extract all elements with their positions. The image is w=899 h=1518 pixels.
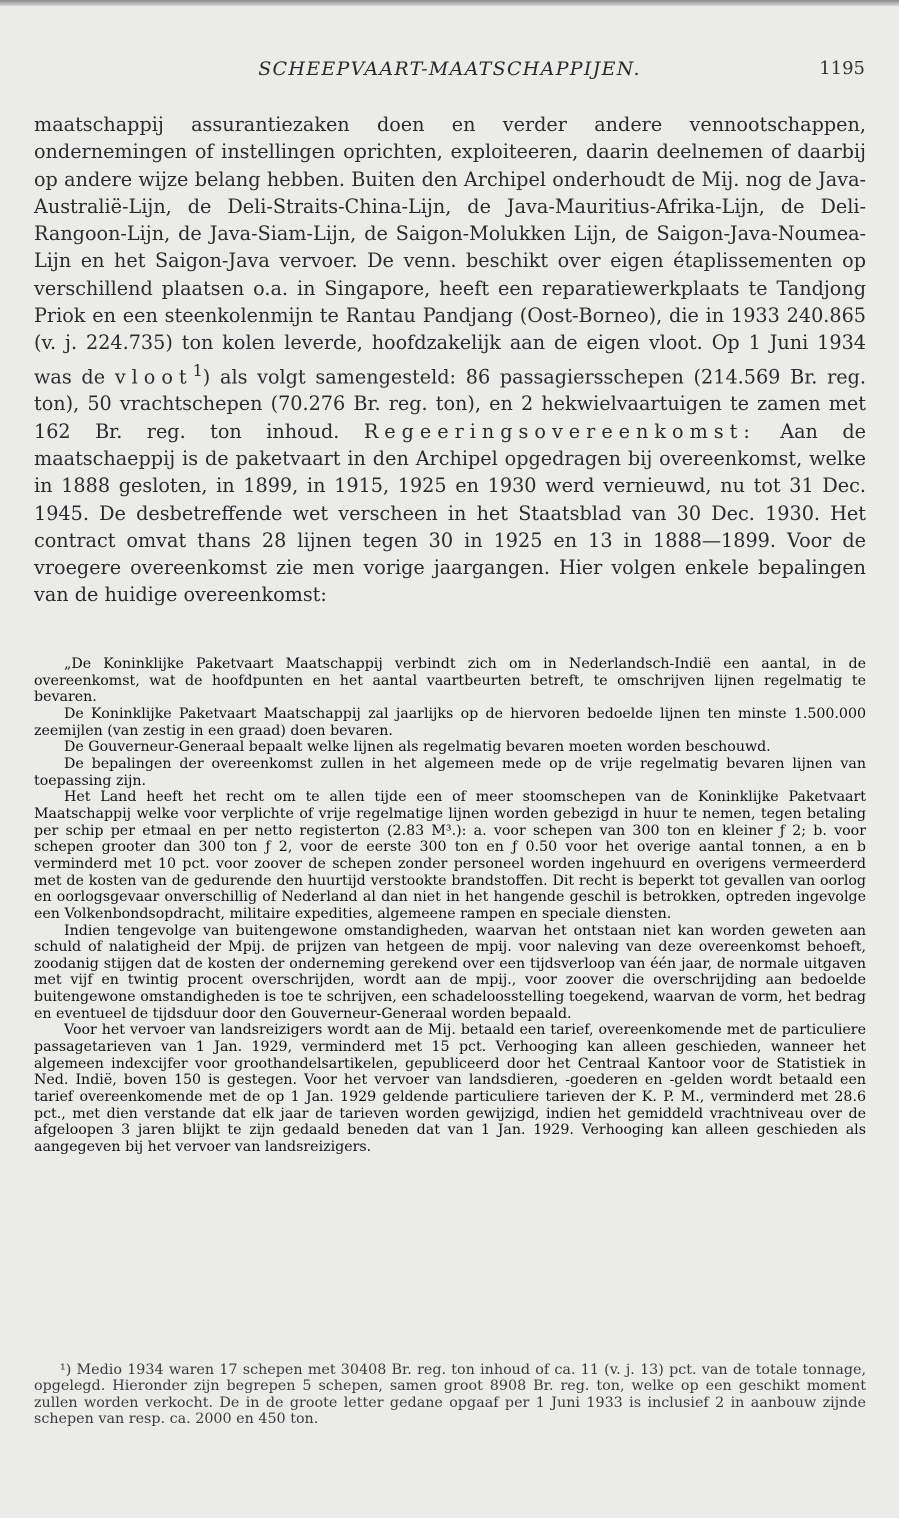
spaced-word-regeeringsovereenkomst: Regeeringsovereenkomst: [363,419,756,443]
body-paragraph [34,111,866,609]
body-text-part-1: maatschappij assurantiezaken doen en verder andere vennootschappen, ondernemingen of instellingen oprichten, exploiteeren, daarin deelnemen of daarbij op andere wijze belang hebben. Buiten den Archipel onderhoudt de Mij. nog de Java-Australië-Lijn, de Deli-Straits-China-Lijn, de Java-Mauritius-Afrika-Lijn, de Deli-Rangoon-Lijn, de Java-Siam-Lijn, de Saigon-Molukken Lijn, de Saigon-Java-Noumea-Lijn en het Saigon-Java vervoer. De venn. beschikt over eigen étaplissementen op verschillend plaatsen o.a. in Singapore, heeft een reparatiewerkplaats te Tandjong Priok en een steenkolenmijn te Rantau Pandjang (Oost-Borneo), die in 1933 240.865 (v. j. 224.735) ton kolen leverde, hoofdzakelijk aan de eigen vloot. Op 1 Juni 1934 was de [34,113,866,389]
body-text-part-2: ) als volgt samengesteld: 86 passagiersschepen (214.569 Br. reg. ton), 50 vrachtschepen (70.276 Br. reg. ton), en 2 hekwielvaartuigen te zamen met 162 Br. reg. ton inhoud. [34,365,867,443]
footnote-text: Medio 1934 waren 17 schepen met 30408 Br. reg. ton inhoud of ca. 11 (v. j. 13) pct. van de totale tonnage, opgelegd. Hieronder zijn begrepen 5 schepen, samen groot 8908 Br. reg. ton, welke op een geschikt moment zullen worden verkocht. De in de groote letter gedane opgaaf per 1 Juni 1933 is inclusief 2 in aanbouw zijnde schepen van resp. ca. 2000 en 450 ton. [34,1362,866,1428]
quote-paragraph-5: Het Land heeft het recht om te allen tijde een of meer stoomschepen van de Koninklijke Paketvaart Maatschappij welke voor verplichte of vrije regelmatige lijnen worden gebezigd in huur te nemen, tegen betaling per schip per etmaal en per netto registerton (2.83 M³.): a. voor schepen van 300 ton en kleiner ƒ 2; b. voor schepen grooter dan 300 ton ƒ 2, voor de eerste 300 ton en ƒ 0.50 voor het overige aantal tonnen, a en b verminderd met 10 pct. voor zoover de schepen zonder personeel worden ingehuurd en overigens vermeerderd met de kosten van de gedurende den huurtijd verstookte brandstoffen. Dit recht is beperkt tot gevallen van oorlog en oorlogsgevaar onverschillig of Nederland al dan niet in het hangende geschil is betrokken, optreden ingevolge een Volkenbondsopdracht, militaire expedities, algemeene rampen en speciale diensten. [34,789,866,922]
spaced-word-vloot: vloot [114,365,193,389]
quote-paragraph-6: Indien tengevolge van buitengewone omstandigheden, waarvan het ontstaan niet kan worden geweten aan schuld of nalatigheid der Mpij. de prijzen van hetgeen de mpij. voor naleving van deze overeenkomst behoeft, zoodanig stijgen dat de kosten der onderneming gerekend over een tijdsverloop van één jaar, de normale uitgaven met vijf en twintig procent overschrijden, wordt aan de mpij., voor zoover die overschrijding aan bedoelde buitengewone omstandigheden is toe te schrijven, een schadeloosstelling toegekend, waarvan de vorm, het bedrag en eventueel de tijdsduur door den Gouverneur-Generaal worden bepaald. [34,922,866,1022]
footnote-reference: 1 [192,360,203,380]
top-edge-rule [0,0,899,6]
quote-paragraph-1: „De Koninklijke Paketvaart Maatschappij verbindt zich om in Nederlandsch-Indië een aantal, in de overeenkomst, wat de hoofdpunten en het aantal vaartbeurten betreft, te omschrijven lijnen regelmatig te bevaren. [34,656,866,706]
quote-paragraph-7: Voor het vervoer van landsreizigers wordt aan de Mij. betaald een tarief, overeenkomende met de particuliere passagetarieven van 1 Jan. 1929, verminderd met 15 pct. Verhooging kan alleen geschieden, wanneer het algemeen indexcijfer voor groothandelsartikelen, gepubliceerd door het Centraal Kantoor voor de Statistiek in Ned. Indië, boven 150 is gestegen. Voor het vervoer van landsdieren, -goederen en -gelden wordt betaald een tarief overeenkomende met de op 1 Jan. 1929 geldende particuliere tarieven der K. P. M., verminderd met 28.6 pct., met dien verstande dat elk jaar de tarieven worden gewijzigd, indien het gemiddeld vrachtniveau over de afgeloopen 3 jaren blijkt te zijn gedaald beneden dat van 1 Jan. 1929. Verhooging kan alleen geschieden als aangegeven bij het vervoer van landsreizigers. [34,1022,866,1156]
body-text-part-3: Aan de maatschaeppij is de paketvaart in den Archipel opgedragen bij overeenkomst, welke in 1888 gesloten, in 1899, in 1915, 1925 en 1930 werd vernieuwd, nu tot 31 Dec. 1945. De desbetreffende wet verscheen in het Staatsblad van 30 Dec. 1930. Het contract omvat thans 28 lijnen tegen 30 in 1925 en 13 in 1888—1899. Voor de vroegere overeenkomst zie men vorige jaargangen. Hier volgen enkele bepalingen van de huidige overeenkomst: [34,419,866,607]
quote-paragraph-4: De bepalingen der overeenkomst zullen in het algemeen mede op de vrije regelmatig bevaren lijnen van toepassing zijn. [34,755,866,789]
footnote [34,1362,866,1428]
running-title: SCHEEPVAART-MAATSCHAPPIJEN. [258,58,641,80]
page-number: 1195 [819,58,865,79]
footnote-mark: ¹) [60,1362,72,1378]
contract-quote-block [34,656,866,1156]
quote-paragraph-3: De Gouverneur-Generaal bepaalt welke lijnen als regelmatig bevaren moeten worden beschouwd. [64,739,771,756]
quote-paragraph-2: De Koninklijke Paketvaart Maatschappij zal jaarlijks op de hiervoren bedoelde lijnen ten minste 1.500.000 zeemijlen (van zestig in een graad) doen bevaren. [34,705,866,739]
running-header [0,58,899,88]
